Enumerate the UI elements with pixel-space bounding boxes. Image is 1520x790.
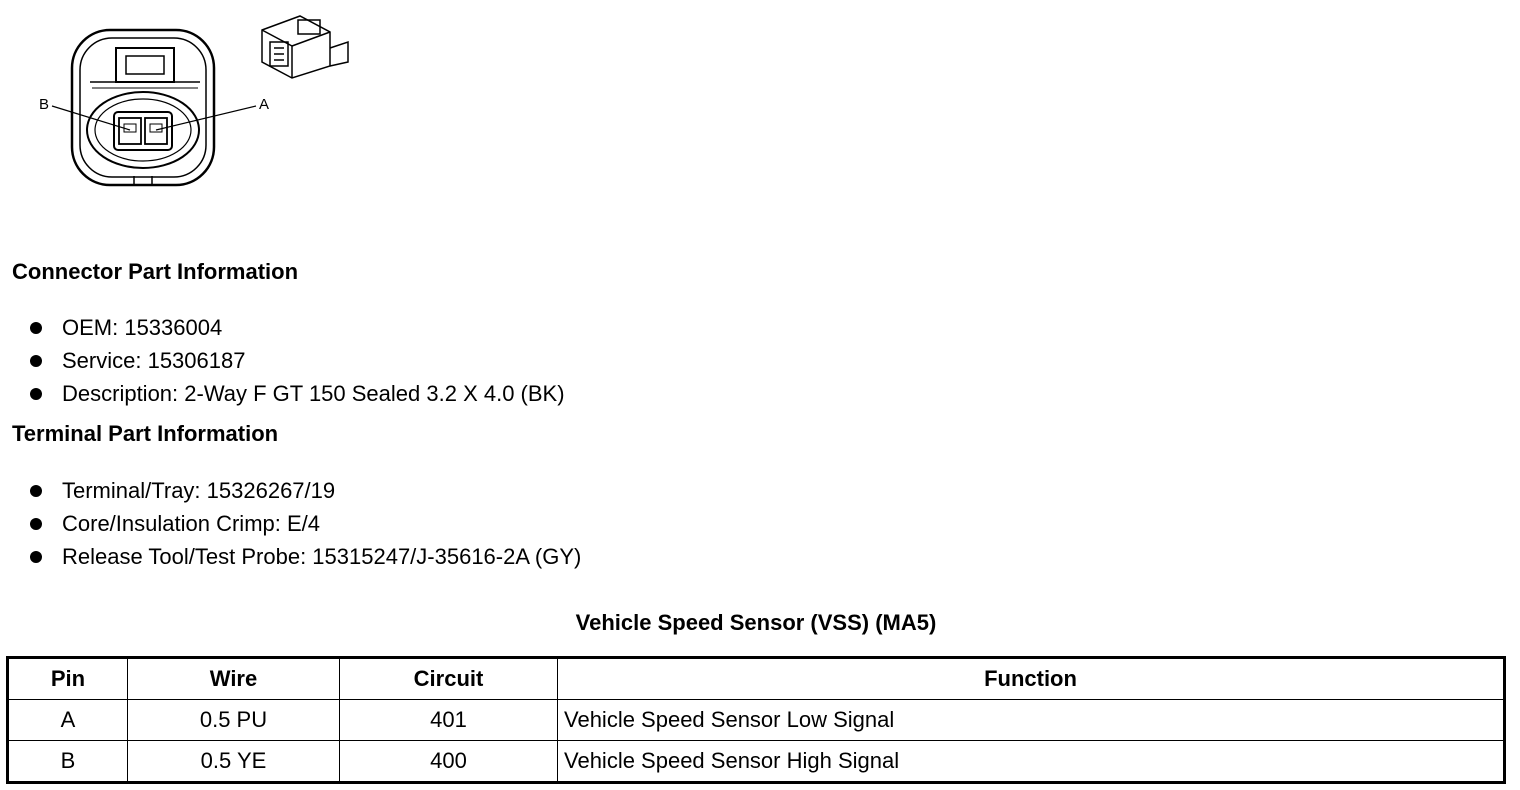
table-header-row [8, 658, 1505, 700]
circuit-cell: 401 [340, 700, 558, 741]
pin-b-callout: B [39, 96, 50, 113]
connector-part-info-heading: Connector Part Information [12, 259, 299, 284]
column-header-function: Function [558, 658, 1505, 700]
connector-face-drawing [30, 8, 370, 193]
connector-part-info-list [28, 311, 565, 410]
pin-table-title: Vehicle Speed Sensor (VSS) (MA5) [575, 610, 937, 635]
function-cell: Vehicle Speed Sensor Low Signal [558, 700, 1505, 741]
pin-cell: A [8, 700, 128, 741]
list-item: Terminal/Tray: 15326267/19 [28, 474, 581, 507]
pin-cell: B [8, 741, 128, 783]
pin-a-callout: A [259, 96, 270, 113]
list-item: Service: 15306187 [28, 344, 565, 377]
pin-table [6, 656, 1506, 784]
column-header-wire: Wire [128, 658, 340, 700]
connector-iso-view [262, 16, 348, 78]
column-header-circuit: Circuit [340, 658, 558, 700]
table-row [8, 700, 1505, 741]
list-item: Description: 2-Way F GT 150 Sealed 3.2 X 4.0 (BK) [28, 377, 565, 410]
function-cell: Vehicle Speed Sensor High Signal [558, 741, 1505, 783]
table-row [8, 741, 1505, 783]
circuit-cell: 400 [340, 741, 558, 783]
column-header-pin: Pin [8, 658, 128, 700]
wire-cell: 0.5 PU [128, 700, 340, 741]
terminal-part-info-heading: Terminal Part Information [12, 421, 279, 446]
terminal-part-info-list [28, 474, 581, 573]
connector-diagram [30, 8, 370, 193]
list-item: Release Tool/Test Probe: 15315247/J-35616-2A (GY) [28, 540, 581, 573]
list-item: Core/Insulation Crimp: E/4 [28, 507, 581, 540]
wire-cell: 0.5 YE [128, 741, 340, 783]
list-item: OEM: 15336004 [28, 311, 565, 344]
